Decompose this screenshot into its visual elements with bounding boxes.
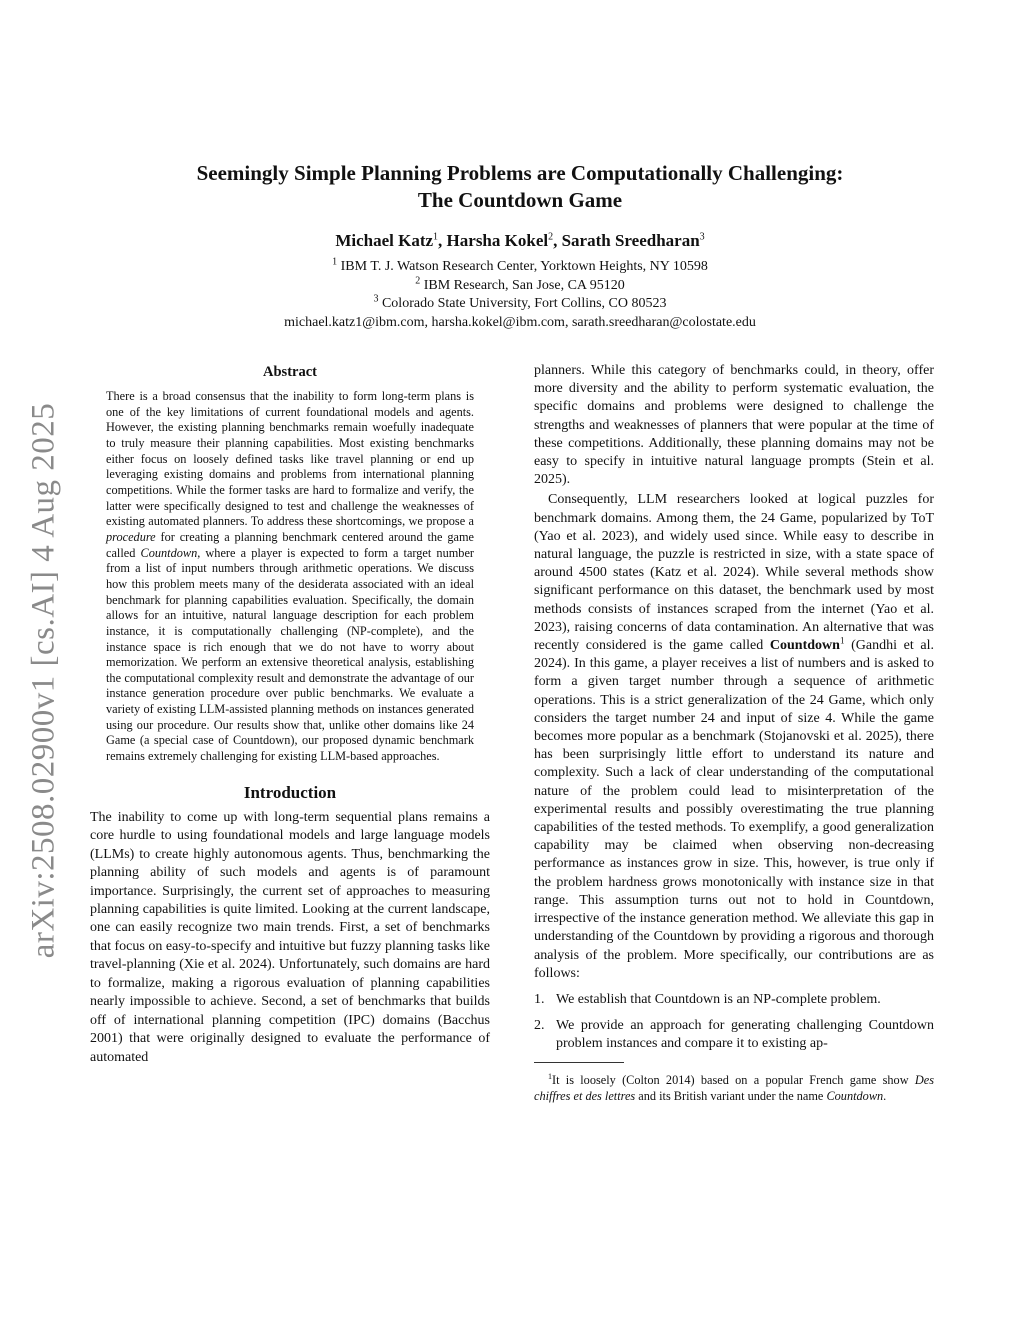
footnote-emphasis: Des chiffres et des lettres: [534, 1072, 934, 1103]
affiliation-line: [80, 274, 960, 296]
body-paragraph: [534, 491, 934, 982]
introduction-paragraph: The inability to come up with long-term sequential plans remains a core hurdle to using foundational models and large language models (LLMs) to create highly autonomous agents. Thus, benchmarking the planning ability of such models and agents is of paramount importance. Surprisingly, the current set of approaches to measuring planning capabilities is quite limited. Looking at the current landscape, one can easily recognize two main trends. First, a set of benchmarks that focus on easy-to-specify and intuitive but fuzzy planning tasks like travel-planning (Xie et al. 2024). Unfortunately, such domains are hard to formalize, making a rigorous evaluation of planning capabilities nearly impossible to achieve. Second, a set of benchmarks that builds off of international planning competition (IPC) domains (Bacchus 2001) that were originally designed to evaluate the performance of automated: [90, 809, 490, 1065]
footnote: [534, 1069, 934, 1104]
abstract-text: , where a player is expected to form a target number from a list of input numbers through arithmetic operations. We discuss how this problem meets many of the desiderata associated with an ideal benchmark for planning capabilities evaluation. Specifically, the domain allows for an intuitive, natural language description for each problem instance, it is computationally challenging (NP-complete), and the instance space is rich enough that we do not have to worry about memorization. We perform an extensive theoretical analysis, establishing the computational complexity result and demonstrate the advantage of our instance generation procedure over public benchmarks. We evaluate a variety of existing LLM-assisted planning methods on instances generated using our procedure. Our results show that, unlike other domains like 24 Game (a special case of Countdown), our proposed dynamic benchmark remains extremely challenging for existing LLM-based approaches.: [106, 545, 474, 764]
body-paragraph: planners. While this category of benchmarks could, in theory, offer more diversity and the ability to perform systematic evaluation, the specific domains and problems were designed to challenge the strengths and weaknesses of planners that were popular at the time of these competitions. Additionally, these planning domains may not be easy to specify in intuitive natural language prompts (Stein et al. 2025).: [534, 363, 934, 488]
footnote-divider: [534, 1062, 624, 1063]
author-affiliation-mark: 1: [433, 231, 439, 243]
abstract-emphasis: procedure: [106, 529, 156, 544]
affiliation-text: Colorado State University, Fort Collins, CO 80523: [381, 296, 667, 312]
affiliation-block: [80, 258, 960, 332]
footnote-reference: 1: [839, 635, 845, 646]
list-item: [534, 991, 934, 1009]
arxiv-identifier-text: arXiv:2508.02900v1 [cs.AI] 4 Aug 2025: [25, 402, 62, 958]
author-name: Sarath Sreedharan: [561, 231, 700, 250]
arxiv-identifier-stamp: [14, 380, 74, 980]
author-list: Michael Katz$^1$, Harsha Kokel$^2$, Sarath Sreedharan$^3$: [335, 231, 705, 250]
footnote-text: It is loosely (Colton 2014) based on a popular French game show: [552, 1072, 909, 1087]
affiliation-mark: 2: [415, 274, 421, 286]
list-item-number: 1.: [534, 991, 545, 1007]
footnote-text: and its British variant under the name: [638, 1088, 824, 1103]
affiliation-text: IBM Research, San Jose, CA 95120: [423, 277, 625, 293]
title-line-1: Seemingly Simple Planning Problems are Computationally Challenging:: [196, 161, 844, 185]
countdown-term: Countdown: [769, 638, 840, 654]
abstract-text: There is a broad consensus that the inability to form long-term plans is one of the key limitations of current foundational models and agents. However, the existing planning benchmarks remain woefully inadequate to truly measure their planning capabilities. Most existing benchmarks either focus on loosely defined tasks like travel planning or end up leveraging existing domains and problems from international planning competitions. While the former tasks are hard to formalize and verify, the latter were specifically designed to test and challenge the weaknesses of existing automated planners. To address these shortcomings, we propose a: [106, 389, 474, 529]
affiliation-text: IBM T. J. Watson Research Center, Yorktown Heights, NY 10598: [340, 259, 708, 274]
list-item-text: We provide an approach for generating challenging Countdown problem instances and compare it to existing ap-: [556, 1018, 934, 1052]
list-item: [534, 1017, 934, 1053]
abstract-text: for creating a planning benchmark centered around the game called: [106, 529, 474, 560]
author-emails: michael.katz1@ibm.com, harsha.kokel@ibm.com, sarath.sreedharan@colostate.edu: [284, 314, 756, 330]
abstract-emphasis: Countdown: [140, 545, 198, 560]
author-affiliation-mark: 3: [699, 231, 705, 243]
abstract-body: [106, 389, 474, 765]
left-column: [90, 362, 490, 1067]
affiliation-line: [80, 258, 960, 277]
list-item-text: We establish that Countdown is an NP-complete problem.: [556, 991, 881, 1007]
author-name: Michael Katz: [335, 231, 434, 250]
title-line-2: The Countdown Game: [417, 188, 623, 212]
abstract-heading: Abstract: [263, 364, 317, 380]
right-column: [534, 362, 934, 1104]
body-text: (Gandhi et al. 2024). In this game, a player receives a list of numbers and is asked to form a given target number through a sequence of arithmetic operations. This is a strict generalization of the 24 Game, which only considers the target number 24 and input of size 4. While the game becomes more popular as a benchmark (Stojanovski et al. 2025), there has been surprisingly little effort to understand its nature and complexity. Such a lack of clear understanding of the computational nature of the problem could lead to misinterpretation of the experimental results and possibly overestimating the true planning capabilities of the tested methods. To exemplify, a good generalization capability may be claimed when observing non-decreasing performance as instances grow in size. This, however, is true only if the problem hardness grows monotonically with instance size in that range. This assumption turns out not to hold in Countdown, irrespective of the instance generation method. We alleviate this gap in understanding of the Countdown by providing a rigorous and thorough analysis of the problem. More specifically, our contributions are as follows:: [534, 638, 935, 981]
author-name: Harsha Kokel: [446, 231, 549, 250]
contributions-list: [534, 991, 934, 1054]
footnote-mark: 1: [548, 1071, 552, 1081]
paper-title: [80, 160, 960, 214]
affiliation-mark: 3: [373, 293, 379, 305]
footnote-emphasis: Countdown: [826, 1088, 884, 1103]
author-affiliation-mark: 2: [548, 231, 554, 243]
body-text: Consequently, LLM researchers looked at logical puzzles for benchmark domains. Among them, the 24 Game, popularized by ToT (Yao et al. 2023), and widely used since. While easy to describe in natural language, the puzzle is restricted in size, with a state space of around 4500 states (Katz et al. 2024). While several methods show significant performance on this dataset, the benchmark used by most methods consists of instances scraped from the internet (Yao et al. 2023), raising concerns of data contamination. An alternative that was recently considered is the game called: [534, 492, 934, 654]
footnote-text: .: [883, 1088, 887, 1103]
affiliation-line: [80, 295, 960, 314]
list-item-number: 2.: [534, 1018, 545, 1034]
introduction-heading: Introduction: [243, 782, 337, 802]
affiliation-mark: 1: [332, 256, 338, 268]
